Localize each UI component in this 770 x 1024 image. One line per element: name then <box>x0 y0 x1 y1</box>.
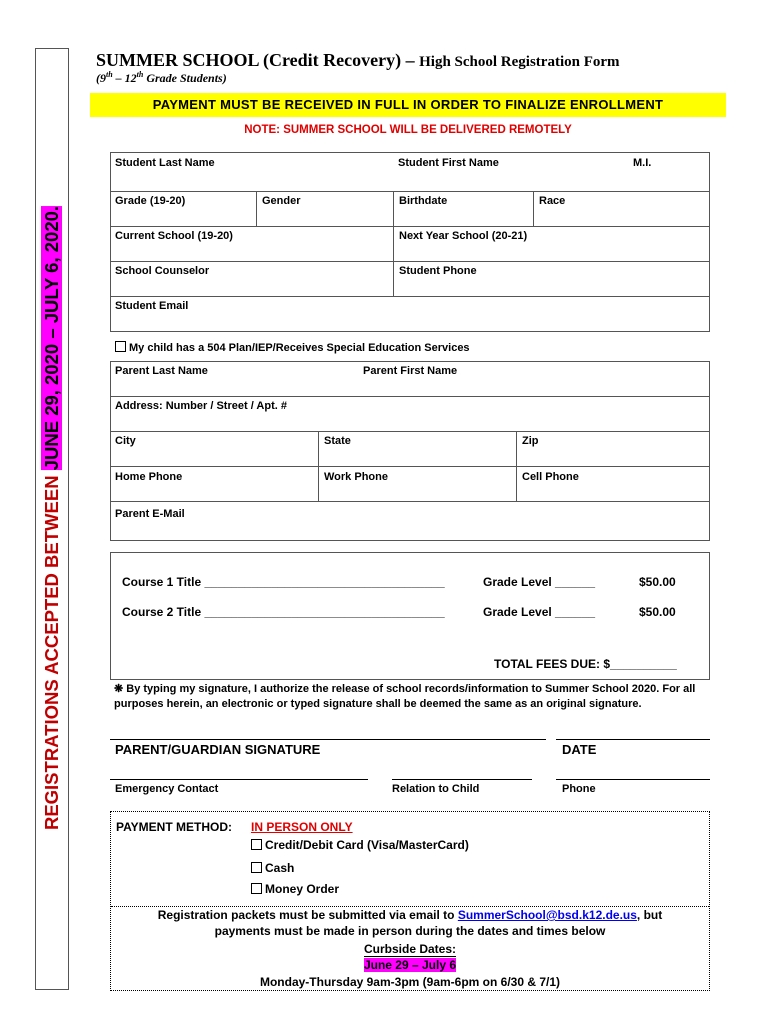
parent-name-row[interactable]: Parent Last Name Parent First Name <box>110 361 710 397</box>
emergency-label: Emergency Contact <box>115 783 219 795</box>
payment-instructions: payments must be made in person during the dates and times below <box>214 924 606 938</box>
payment-banner: PAYMENT MUST BE RECEIVED IN FULL IN ORDER TO FINALIZE ENROLLMENT <box>90 93 726 117</box>
phone-row[interactable]: Home Phone Work Phone Cell Phone <box>110 466 710 502</box>
asterisk-icon: ❋ <box>114 683 127 695</box>
counselor-row[interactable]: School Counselor Student Phone <box>110 261 710 297</box>
email-link[interactable]: SummerSchool@bsd.k12.de.us <box>457 908 637 922</box>
parent-signature-label: PARENT/GUARDIAN SIGNATURE <box>115 742 321 757</box>
total-fees[interactable]: TOTAL FEES DUE: $__________ <box>494 657 677 671</box>
parent-email-row[interactable]: Parent E-Mail <box>110 501 710 541</box>
curbside-dates: June 29 – July 6 <box>363 958 457 972</box>
relation-line[interactable] <box>392 779 532 780</box>
phone-label: Phone <box>562 783 596 795</box>
checkbox[interactable] <box>251 839 262 850</box>
course-1-fee: $50.00 <box>639 575 676 589</box>
city-row[interactable]: City State Zip <box>110 431 710 467</box>
course-2-fee: $50.00 <box>639 605 676 619</box>
student-name-row[interactable]: Student Last Name Student First Name M.I. <box>110 152 710 192</box>
zip-cell[interactable]: Zip <box>516 432 517 466</box>
curbside-hours: Monday-Thursday 9am-3pm (9am-6pm on 6/30 & 7/1) <box>259 975 561 989</box>
course-box <box>110 552 710 680</box>
submission-instructions: Registration packets must be submitted via email to SummerSchool@bsd.k12.de.us, but <box>157 908 663 922</box>
checkbox[interactable] <box>115 341 126 352</box>
state-cell[interactable]: State <box>318 432 319 466</box>
curbside-label: Curbside Dates: <box>363 942 457 956</box>
course-2-grade[interactable]: Grade Level ______ <box>483 605 596 619</box>
payment-method-box <box>110 811 710 991</box>
cell-phone-cell[interactable]: Cell Phone <box>516 467 517 501</box>
date-label: DATE <box>562 742 597 757</box>
page-title: SUMMER SCHOOL (Credit Recovery) – High School Registration Form <box>96 50 620 70</box>
course-2-title[interactable]: Course 2 Title ____________________________________ <box>122 605 445 619</box>
relation-label: Relation to Child <box>392 783 480 795</box>
gender-cell[interactable]: Gender <box>256 192 257 226</box>
student-info-row[interactable]: Grade (19-20) Gender Birthdate Race <box>110 191 710 227</box>
payment-method-label: PAYMENT METHOD: <box>116 820 233 834</box>
work-phone-cell[interactable]: Work Phone <box>318 467 319 501</box>
birthdate-cell[interactable]: Birthdate <box>393 192 394 226</box>
signature-statement: ❋ By typing my signature, I authorize the release of school records/information to Summer School 2020. For all purposes herein, an electronic or typed signature shall be deemed the same as an original signature. <box>114 683 696 710</box>
option-money-order[interactable]: Money Order <box>251 882 339 896</box>
student-email-row[interactable]: Student Email <box>110 296 710 332</box>
in-person-only: IN PERSON ONLY <box>251 820 353 834</box>
option-cash[interactable]: Cash <box>251 861 294 875</box>
side-banner-text: REGISTRATIONS ACCEPTED BETWEEN JUNE 29, 2020 – JULY 6, 2020. <box>41 205 62 831</box>
side-banner-dates: JUNE 29, 2020 – JULY 6, 2020. <box>41 205 62 471</box>
divider <box>111 906 709 907</box>
remote-note: NOTE: SUMMER SCHOOL WILL BE DELIVERED REMOTELY <box>244 124 572 136</box>
checkbox[interactable] <box>251 883 262 894</box>
phone-line[interactable] <box>556 779 710 780</box>
student-phone-cell[interactable]: Student Phone <box>393 262 394 296</box>
date-line[interactable] <box>556 739 710 740</box>
option-card[interactable]: Credit/Debit Card (Visa/MasterCard) <box>251 838 469 852</box>
emergency-line[interactable] <box>110 779 368 780</box>
address-row[interactable]: Address: Number / Street / Apt. # <box>110 396 710 432</box>
plan-504-checkbox-row[interactable]: My child has a 504 Plan/IEP/Receives Special Education Services <box>115 341 470 354</box>
signature-line[interactable] <box>110 739 546 740</box>
page-subtitle: (9th – 12th Grade Students) <box>96 70 227 85</box>
school-row[interactable]: Current School (19-20) Next Year School (20-21) <box>110 226 710 262</box>
race-cell[interactable]: Race <box>533 192 534 226</box>
course-1-grade[interactable]: Grade Level ______ <box>483 575 596 589</box>
next-school-cell[interactable]: Next Year School (20-21) <box>393 227 394 261</box>
course-1-title[interactable]: Course 1 Title ____________________________________ <box>122 575 445 589</box>
checkbox[interactable] <box>251 862 262 873</box>
